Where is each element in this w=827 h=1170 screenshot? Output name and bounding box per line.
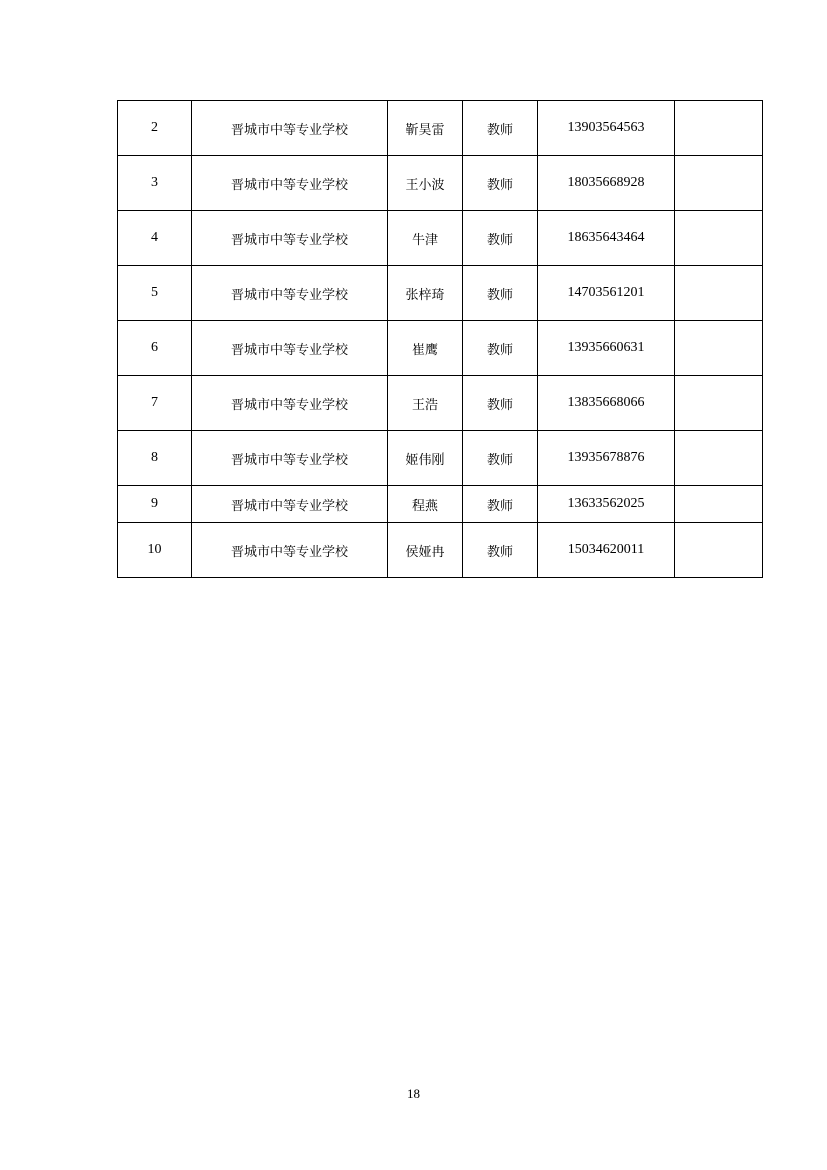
row-number-cell: 4 [118, 211, 192, 266]
row-number-cell: 5 [118, 266, 192, 321]
school-cell: 晋城市中等专业学校 [192, 486, 388, 523]
school-cell: 晋城市中等专业学校 [192, 101, 388, 156]
school-cell: 晋城市中等专业学校 [192, 211, 388, 266]
role-cell: 教师 [463, 101, 538, 156]
phone-cell: 13935660631 [538, 321, 675, 376]
note-cell [675, 431, 763, 486]
table-row [118, 523, 763, 578]
name-cell: 崔鹰 [388, 321, 463, 376]
table-row [118, 376, 763, 431]
school-cell: 晋城市中等专业学校 [192, 431, 388, 486]
note-cell [675, 266, 763, 321]
table-row [118, 431, 763, 486]
table-row [118, 101, 763, 156]
table-row [118, 486, 763, 523]
name-cell: 张梓琦 [388, 266, 463, 321]
row-number-cell: 8 [118, 431, 192, 486]
phone-cell: 14703561201 [538, 266, 675, 321]
role-cell: 教师 [463, 211, 538, 266]
name-cell: 程燕 [388, 486, 463, 523]
roster-table [117, 100, 763, 578]
phone-cell: 18035668928 [538, 156, 675, 211]
note-cell [675, 523, 763, 578]
role-cell: 教师 [463, 266, 538, 321]
table-row [118, 266, 763, 321]
note-cell [675, 376, 763, 431]
row-number-cell: 9 [118, 486, 192, 523]
note-cell [675, 486, 763, 523]
row-number-cell: 2 [118, 101, 192, 156]
name-cell: 王小波 [388, 156, 463, 211]
role-cell: 教师 [463, 431, 538, 486]
phone-cell: 13633562025 [538, 486, 675, 523]
table-row [118, 211, 763, 266]
name-cell: 姬伟刚 [388, 431, 463, 486]
name-cell: 王浩 [388, 376, 463, 431]
row-number-cell: 6 [118, 321, 192, 376]
row-number-cell: 3 [118, 156, 192, 211]
note-cell [675, 156, 763, 211]
phone-cell: 13835668066 [538, 376, 675, 431]
name-cell: 靳昊雷 [388, 101, 463, 156]
page-number: 18 [407, 1086, 420, 1101]
phone-cell: 15034620011 [538, 523, 675, 578]
school-cell: 晋城市中等专业学校 [192, 156, 388, 211]
school-cell: 晋城市中等专业学校 [192, 266, 388, 321]
role-cell: 教师 [463, 156, 538, 211]
name-cell: 侯娅冉 [388, 523, 463, 578]
roster-body [118, 101, 763, 578]
note-cell [675, 211, 763, 266]
school-cell: 晋城市中等专业学校 [192, 523, 388, 578]
row-number-cell: 10 [118, 523, 192, 578]
school-cell: 晋城市中等专业学校 [192, 321, 388, 376]
role-cell: 教师 [463, 523, 538, 578]
phone-cell: 13935678876 [538, 431, 675, 486]
phone-cell: 13903564563 [538, 101, 675, 156]
table-row [118, 321, 763, 376]
phone-cell: 18635643464 [538, 211, 675, 266]
table-row [118, 156, 763, 211]
role-cell: 教师 [463, 376, 538, 431]
school-cell: 晋城市中等专业学校 [192, 376, 388, 431]
role-cell: 教师 [463, 321, 538, 376]
note-cell [675, 321, 763, 376]
row-number-cell: 7 [118, 376, 192, 431]
name-cell: 牛津 [388, 211, 463, 266]
note-cell [675, 101, 763, 156]
role-cell: 教师 [463, 486, 538, 523]
